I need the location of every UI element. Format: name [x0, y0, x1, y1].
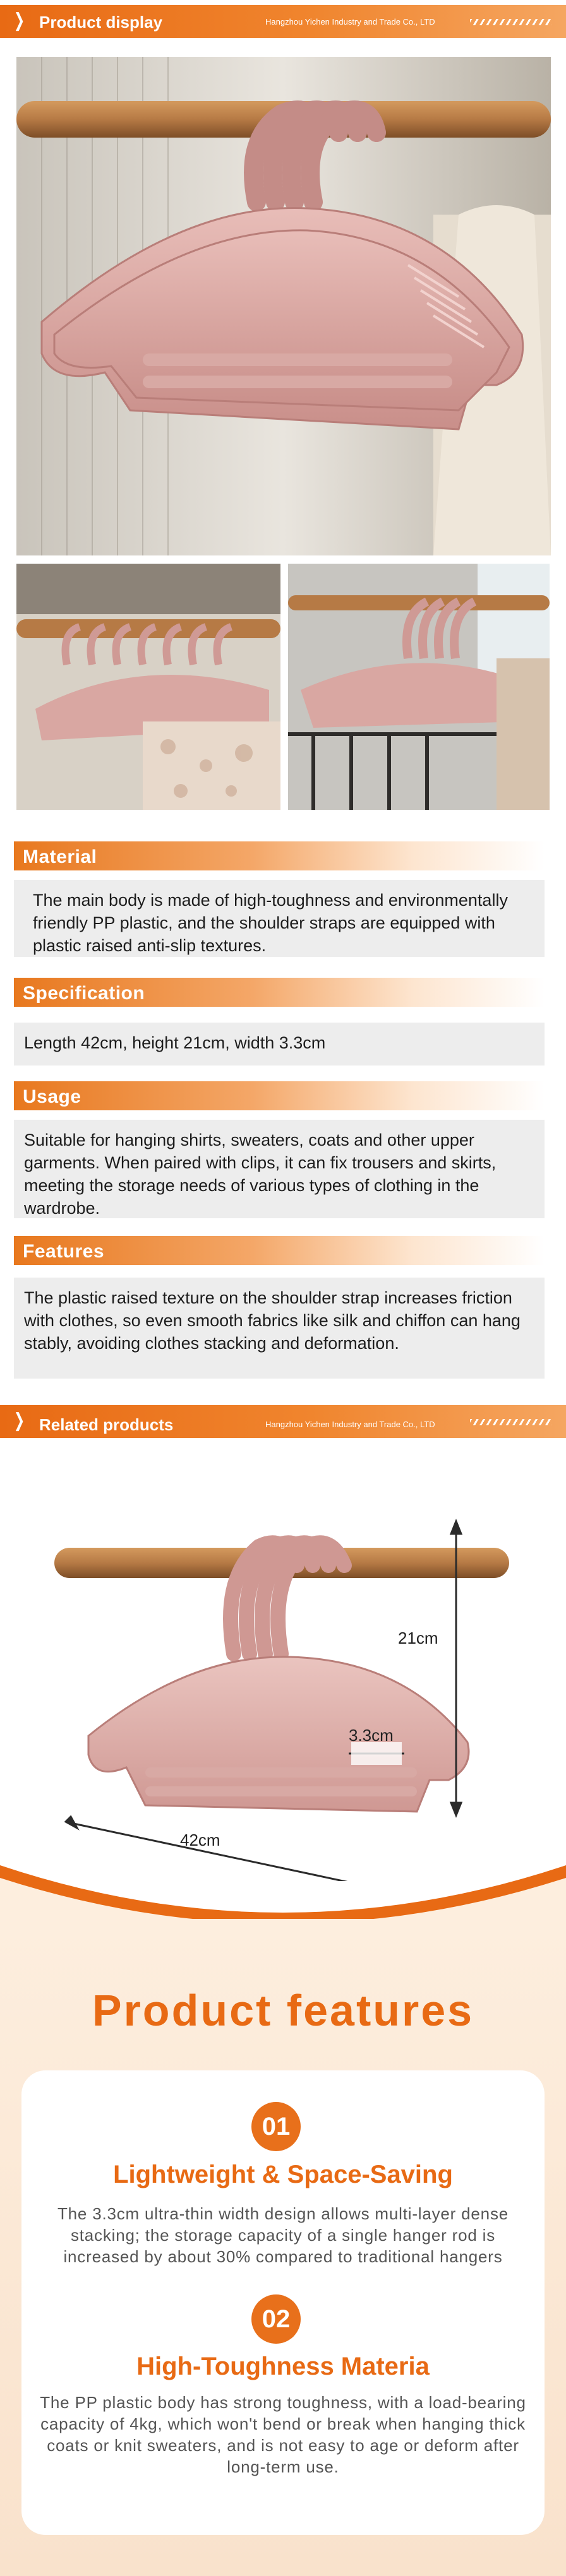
balcony-photo-right	[288, 564, 550, 810]
banner-company: Hangzhou Yichen Industry and Trade Co., LTD	[265, 17, 435, 27]
material-body: The main body is made of high-toughness and environmentally friendly PP plastic, and the shoulder straps are equipped with plastic raised anti-slip textures.	[14, 880, 545, 957]
length-dimension-label: 42cm	[180, 1831, 220, 1849]
usage-header-label: Usage	[23, 1086, 81, 1107]
material-header	[14, 841, 545, 870]
specification-header	[14, 978, 545, 1007]
product-features-title: Product features	[92, 1986, 474, 2035]
specification-header-label: Specification	[23, 983, 145, 1004]
usage-body: Suitable for hanging shirts, sweaters, coats and other upper garments. When paired with clips, it can fix trousers and skirts, meeting the storage needs of various types of clothing in the wardrobe.	[14, 1120, 545, 1218]
material-header-label: Material	[23, 846, 97, 867]
related-products-banner	[0, 1405, 566, 1438]
feature-description: The 3.3cm ultra-thin width design allows multi-layer dense stacking; the storage capacity of a single hanger rod is increased by about 30% compared to traditional hangers	[57, 2204, 509, 2266]
width-dimension-label: 3.3cm	[349, 1726, 394, 1745]
feature-title: Lightweight & Space-Saving	[113, 2161, 453, 2188]
features-header	[14, 1236, 545, 1265]
feature-description: The PP plastic body has strong toughness, with a load-bearing capacity of 4kg, which won't bend or break when hanging thick coats or knit sweaters, and is not easy to age or deform after long-term use.	[40, 2393, 526, 2476]
chevron-right-icon: ❯	[13, 10, 25, 31]
main-product-photo	[16, 57, 551, 555]
closet-photo-left	[16, 564, 280, 810]
feature-title: High-Toughness Materia	[136, 2353, 430, 2380]
stripes-decoration	[470, 19, 552, 25]
height-dimension-label: 21cm	[398, 1629, 438, 1647]
dimension-diagram	[0, 1471, 566, 1881]
features-header-label: Features	[23, 1241, 105, 1262]
banner-company: Hangzhou Yichen Industry and Trade Co., LTD	[265, 1420, 435, 1429]
chevron-right-icon: ❯	[13, 1410, 25, 1431]
feature-number-badge: 01	[251, 2102, 301, 2151]
product-display-banner	[0, 5, 566, 38]
features-body: The plastic raised texture on the shoulder strap increases friction with clothes, so even smooth fabrics like silk and chiffon can hang stably, avoiding clothes stacking and deformation.	[14, 1278, 545, 1379]
specification-body: Length 42cm, height 21cm, width 3.3cm	[14, 1023, 545, 1065]
stripes-decoration	[470, 1419, 552, 1425]
banner-title: Product display	[39, 13, 163, 32]
banner-title: Related products	[39, 1415, 174, 1434]
feature-number-badge: 02	[251, 2294, 301, 2344]
usage-header	[14, 1081, 545, 1110]
